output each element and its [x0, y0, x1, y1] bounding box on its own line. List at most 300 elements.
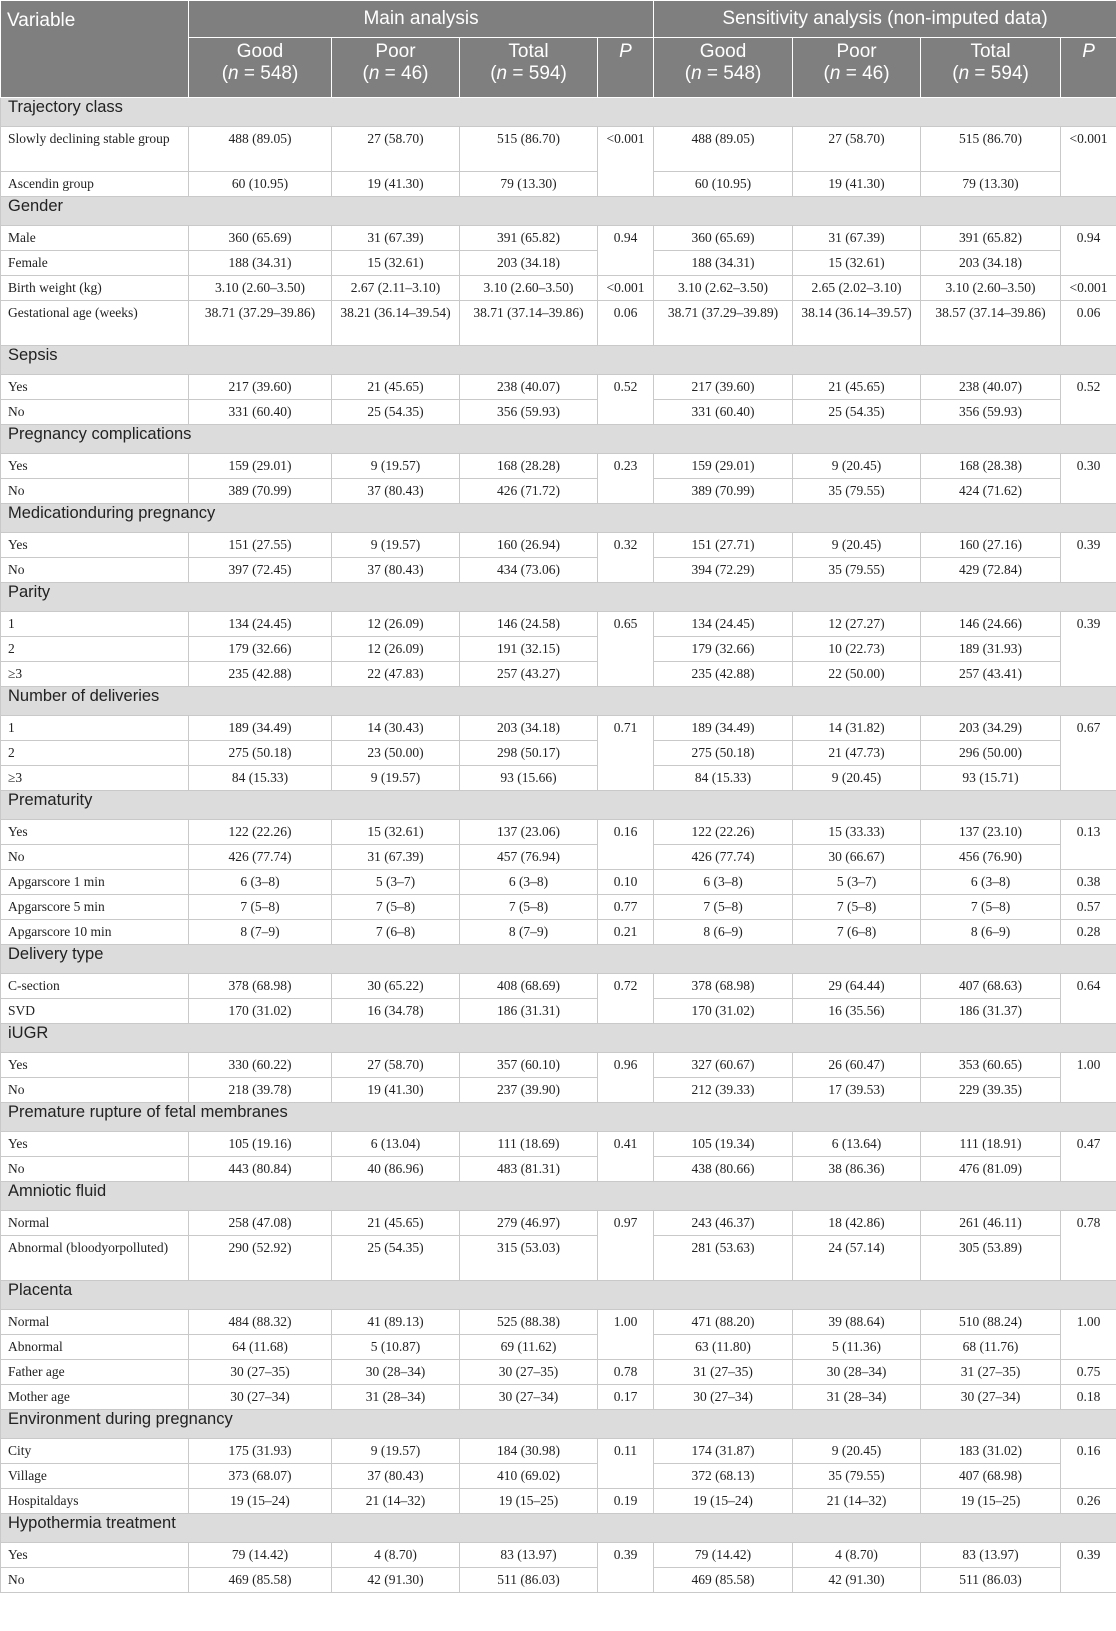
sens-value-cell: 31 (27–35) — [921, 1360, 1061, 1385]
sens-p-value: 0.06 — [1061, 301, 1116, 346]
sens-value-cell: 19 (41.30) — [793, 172, 921, 197]
main-value-cell: 19 (41.30) — [332, 1078, 460, 1103]
sens-value-cell: 6 (3–8) — [921, 870, 1061, 895]
main-value-cell: 21 (14–32) — [332, 1489, 460, 1514]
main-value-cell: 237 (39.90) — [460, 1078, 598, 1103]
main-value-cell: 279 (46.97) — [460, 1211, 598, 1236]
table-row — [1, 637, 1116, 662]
sens-value-cell: 331 (60.40) — [654, 400, 793, 425]
main-value-cell: 137 (23.06) — [460, 820, 598, 845]
sens-value-cell: 5 (3–7) — [793, 870, 921, 895]
sens-value-cell: 6 (3–8) — [654, 870, 793, 895]
section-title: Number of deliveries — [1, 687, 1116, 716]
main-value-cell: 3.10 (2.60–3.50) — [189, 276, 332, 301]
main-value-cell: 179 (32.66) — [189, 637, 332, 662]
main-value-cell: 188 (34.31) — [189, 251, 332, 276]
main-value-cell: 7 (6–8) — [332, 920, 460, 945]
sens-value-cell: 9 (20.45) — [793, 533, 921, 558]
row-label: Yes — [1, 454, 189, 479]
main-value-cell: 357 (60.10) — [460, 1053, 598, 1078]
sens-value-cell: 238 (40.07) — [921, 375, 1061, 400]
sens-value-cell: 438 (80.66) — [654, 1157, 793, 1182]
sens-value-cell: 372 (68.13) — [654, 1464, 793, 1489]
sens-value-cell: 60 (10.95) — [654, 172, 793, 197]
sens-value-cell: 14 (31.82) — [793, 716, 921, 741]
sens-p-value: 0.13 — [1061, 820, 1116, 870]
row-label: ≥3 — [1, 766, 189, 791]
sens-p-value: 0.64 — [1061, 974, 1116, 1024]
sens-value-cell: 183 (31.02) — [921, 1439, 1061, 1464]
sens-value-cell: 407 (68.63) — [921, 974, 1061, 999]
main-value-cell: 16 (34.78) — [332, 999, 460, 1024]
sens-value-cell: 188 (34.31) — [654, 251, 793, 276]
main-value-cell: 235 (42.88) — [189, 662, 332, 687]
sens-p-value: 1.00 — [1061, 1053, 1116, 1103]
group-n: (n = 548) — [221, 63, 299, 84]
sens-value-cell: 42 (91.30) — [793, 1568, 921, 1593]
row-label: City — [1, 1439, 189, 1464]
main-value-cell: 111 (18.69) — [460, 1132, 598, 1157]
main-value-cell: 159 (29.01) — [189, 454, 332, 479]
sens-value-cell: 305 (53.89) — [921, 1236, 1061, 1281]
sens-value-cell: 21 (14–32) — [793, 1489, 921, 1514]
sens-value-cell: 469 (85.58) — [654, 1568, 793, 1593]
row-label: 1 — [1, 612, 189, 637]
main-value-cell: 175 (31.93) — [189, 1439, 332, 1464]
row-label: No — [1, 400, 189, 425]
main-p-value: 0.41 — [598, 1132, 654, 1182]
main-value-cell: 469 (85.58) — [189, 1568, 332, 1593]
main-value-cell: 15 (32.61) — [332, 251, 460, 276]
main-value-cell: 30 (27–34) — [460, 1385, 598, 1410]
table-row — [1, 226, 1116, 251]
row-label: Birth weight (kg) — [1, 276, 189, 301]
sens-value-cell: 8 (6–9) — [654, 920, 793, 945]
group-name: Total — [508, 41, 549, 62]
row-label: Slowly declining stable group — [1, 127, 189, 172]
main-value-cell: 9 (19.57) — [332, 1439, 460, 1464]
row-label: 1 — [1, 716, 189, 741]
table-row — [1, 251, 1116, 276]
sens-value-cell: 9 (20.45) — [793, 766, 921, 791]
main-value-cell: 21 (45.65) — [332, 375, 460, 400]
section-row — [1, 197, 1116, 226]
sens-value-cell: 281 (53.63) — [654, 1236, 793, 1281]
main-value-cell: 330 (60.22) — [189, 1053, 332, 1078]
main-value-cell: 373 (68.07) — [189, 1464, 332, 1489]
main-value-cell: 488 (89.05) — [189, 127, 332, 172]
row-label: Gestational age (weeks) — [1, 301, 189, 346]
main-value-cell: 19 (15–25) — [460, 1489, 598, 1514]
table-row — [1, 1236, 1116, 1281]
main-value-cell: 217 (39.60) — [189, 375, 332, 400]
sens-value-cell: 7 (5–8) — [921, 895, 1061, 920]
table-body — [1, 98, 1116, 1593]
main-p-value: 0.39 — [598, 1543, 654, 1593]
row-label: ≥3 — [1, 662, 189, 687]
sens-value-cell: 39 (88.64) — [793, 1310, 921, 1335]
sens-value-cell: 10 (22.73) — [793, 637, 921, 662]
sens-value-cell: 9 (20.45) — [793, 1439, 921, 1464]
sens-value-cell: 189 (31.93) — [921, 637, 1061, 662]
main-value-cell: 23 (50.00) — [332, 741, 460, 766]
sens-p-value: 1.00 — [1061, 1310, 1116, 1360]
table-row — [1, 741, 1116, 766]
sens-value-cell: 6 (13.64) — [793, 1132, 921, 1157]
sens-value-cell: 203 (34.18) — [921, 251, 1061, 276]
table-row — [1, 766, 1116, 791]
main-value-cell: 30 (27–35) — [189, 1360, 332, 1385]
main-p-value: 0.78 — [598, 1360, 654, 1385]
table-header — [1, 1, 1116, 98]
group-name: Total — [970, 41, 1011, 62]
main-value-cell: 6 (3–8) — [460, 870, 598, 895]
main-p-value: 0.77 — [598, 895, 654, 920]
sens-value-cell: 235 (42.88) — [654, 662, 793, 687]
main-value-cell: 37 (80.43) — [332, 1464, 460, 1489]
row-label: Apgarscore 1 min — [1, 870, 189, 895]
table-row — [1, 895, 1116, 920]
sens-value-cell: 21 (45.65) — [793, 375, 921, 400]
sens-value-cell: 510 (88.24) — [921, 1310, 1061, 1335]
sens-p-value: 0.39 — [1061, 612, 1116, 687]
sens-value-cell: 63 (11.80) — [654, 1335, 793, 1360]
main-value-cell: 12 (26.09) — [332, 612, 460, 637]
sens-value-cell: 68 (11.76) — [921, 1335, 1061, 1360]
main-p-value: 0.72 — [598, 974, 654, 1024]
sens-value-cell: 476 (81.09) — [921, 1157, 1061, 1182]
main-value-cell: 83 (13.97) — [460, 1543, 598, 1568]
sens-value-cell: 174 (31.87) — [654, 1439, 793, 1464]
row-label: Normal — [1, 1310, 189, 1335]
section-title: Prematurity — [1, 791, 1116, 820]
main-group-header-good — [189, 38, 332, 98]
group-n: (n = 594) — [952, 63, 1029, 84]
main-value-cell: 6 (13.04) — [332, 1132, 460, 1157]
table-row — [1, 974, 1116, 999]
sens-value-cell: 353 (60.65) — [921, 1053, 1061, 1078]
sens-value-cell: 407 (68.98) — [921, 1464, 1061, 1489]
sens-p-value: 0.57 — [1061, 895, 1116, 920]
sens-value-cell: 15 (32.61) — [793, 251, 921, 276]
section-title: Parity — [1, 583, 1116, 612]
sens-value-cell: 296 (50.00) — [921, 741, 1061, 766]
section-title: Trajectory class — [1, 98, 1116, 127]
main-p-value: 0.32 — [598, 533, 654, 583]
sens-value-cell: 83 (13.97) — [921, 1543, 1061, 1568]
sens-value-cell: 151 (27.71) — [654, 533, 793, 558]
sens-value-cell: 19 (15–25) — [921, 1489, 1061, 1514]
main-value-cell: 426 (77.74) — [189, 845, 332, 870]
section-row — [1, 1410, 1116, 1439]
sens-value-cell: 21 (47.73) — [793, 741, 921, 766]
main-value-cell: 9 (19.57) — [332, 766, 460, 791]
sens-value-cell: 5 (11.36) — [793, 1335, 921, 1360]
table-row — [1, 533, 1116, 558]
sens-value-cell: 16 (35.56) — [793, 999, 921, 1024]
main-group-header-total — [460, 38, 598, 98]
row-label: Yes — [1, 1132, 189, 1157]
main-p-value: 1.00 — [598, 1310, 654, 1360]
table-row — [1, 999, 1116, 1024]
sens-value-cell: 360 (65.69) — [654, 226, 793, 251]
main-value-cell: 9 (19.57) — [332, 454, 460, 479]
section-row — [1, 1514, 1116, 1543]
main-value-cell: 22 (47.83) — [332, 662, 460, 687]
section-title: Delivery type — [1, 945, 1116, 974]
table-row — [1, 375, 1116, 400]
main-value-cell: 360 (65.69) — [189, 226, 332, 251]
row-label: Village — [1, 1464, 189, 1489]
sens-value-cell: 170 (31.02) — [654, 999, 793, 1024]
main-value-cell: 238 (40.07) — [460, 375, 598, 400]
main-value-cell: 105 (19.16) — [189, 1132, 332, 1157]
row-label: No — [1, 845, 189, 870]
main-value-cell: 31 (67.39) — [332, 226, 460, 251]
sens-p-value: 0.78 — [1061, 1211, 1116, 1281]
main-value-cell: 203 (34.18) — [460, 716, 598, 741]
sens-value-cell: 456 (76.90) — [921, 845, 1061, 870]
row-label: No — [1, 1568, 189, 1593]
sens-p-value: 0.38 — [1061, 870, 1116, 895]
main-p-value: 0.94 — [598, 226, 654, 276]
main-value-cell: 21 (45.65) — [332, 1211, 460, 1236]
main-p-value: 0.17 — [598, 1385, 654, 1410]
main-value-cell: 8 (7–9) — [460, 920, 598, 945]
sens-value-cell: 327 (60.67) — [654, 1053, 793, 1078]
row-label: 2 — [1, 741, 189, 766]
sens-value-cell: 189 (34.49) — [654, 716, 793, 741]
table-row — [1, 870, 1116, 895]
table-row — [1, 716, 1116, 741]
section-row — [1, 1024, 1116, 1053]
group-n: (n = 548) — [684, 63, 762, 84]
sens-group-header-good — [654, 38, 793, 98]
main-value-cell: 186 (31.31) — [460, 999, 598, 1024]
section-row — [1, 791, 1116, 820]
main-value-cell: 457 (76.94) — [460, 845, 598, 870]
sens-p-value: 0.39 — [1061, 533, 1116, 583]
main-p-value: <0.001 — [598, 276, 654, 301]
main-value-cell: 7 (5–8) — [332, 895, 460, 920]
section-title: iUGR — [1, 1024, 1116, 1053]
table-row — [1, 127, 1116, 172]
row-label: No — [1, 1078, 189, 1103]
sens-value-cell: 38 (86.36) — [793, 1157, 921, 1182]
sens-value-cell: 12 (27.27) — [793, 612, 921, 637]
sens-value-cell: 243 (46.37) — [654, 1211, 793, 1236]
table-row — [1, 454, 1116, 479]
section-title: Sepsis — [1, 346, 1116, 375]
row-label: Hospitaldays — [1, 1489, 189, 1514]
section-title: Medicationduring pregnancy — [1, 504, 1116, 533]
sens-p-value: <0.001 — [1061, 276, 1116, 301]
table-row — [1, 1053, 1116, 1078]
main-value-cell: 434 (73.06) — [460, 558, 598, 583]
group-name: Good — [236, 41, 284, 62]
main-value-cell: 184 (30.98) — [460, 1439, 598, 1464]
main-p-value: 0.97 — [598, 1211, 654, 1281]
row-label: Mother age — [1, 1385, 189, 1410]
main-value-cell: 146 (24.58) — [460, 612, 598, 637]
main-value-cell: 331 (60.40) — [189, 400, 332, 425]
sens-value-cell: 515 (86.70) — [921, 127, 1061, 172]
sens-value-cell: 186 (31.37) — [921, 999, 1061, 1024]
main-value-cell: 19 (15–24) — [189, 1489, 332, 1514]
main-p-value: <0.001 — [598, 127, 654, 197]
group-n: (n = 594) — [490, 63, 567, 84]
main-value-cell: 7 (5–8) — [460, 895, 598, 920]
sens-value-cell: 27 (58.70) — [793, 127, 921, 172]
main-value-cell: 30 (28–34) — [332, 1360, 460, 1385]
sens-value-cell: 134 (24.45) — [654, 612, 793, 637]
main-value-cell: 40 (86.96) — [332, 1157, 460, 1182]
section-title: Placenta — [1, 1281, 1116, 1310]
sens-value-cell: 3.10 (2.62–3.50) — [654, 276, 793, 301]
sens-value-cell: 35 (79.55) — [793, 558, 921, 583]
main-p-value: 0.71 — [598, 716, 654, 791]
table-row — [1, 1157, 1116, 1182]
sens-value-cell: 29 (64.44) — [793, 974, 921, 999]
row-label: Apgarscore 5 min — [1, 895, 189, 920]
sens-value-cell: 79 (14.42) — [654, 1543, 793, 1568]
main-value-cell: 378 (68.98) — [189, 974, 332, 999]
group-n: (n = 46) — [823, 63, 890, 84]
sens-value-cell: 18 (42.86) — [793, 1211, 921, 1236]
table-row — [1, 1132, 1116, 1157]
table-row — [1, 276, 1116, 301]
row-label: Normal — [1, 1211, 189, 1236]
sens-value-cell: 84 (15.33) — [654, 766, 793, 791]
main-value-cell: 93 (15.66) — [460, 766, 598, 791]
main-p-value: 0.19 — [598, 1489, 654, 1514]
table-row — [1, 1335, 1116, 1360]
main-value-cell: 30 (27–34) — [189, 1385, 332, 1410]
section-row — [1, 346, 1116, 375]
sens-value-cell: 38.57 (37.14–39.86) — [921, 301, 1061, 346]
group-name: Poor — [836, 41, 877, 62]
sens-value-cell: 261 (46.11) — [921, 1211, 1061, 1236]
row-label: No — [1, 479, 189, 504]
main-value-cell: 5 (3–7) — [332, 870, 460, 895]
sens-value-cell: 3.10 (2.60–3.50) — [921, 276, 1061, 301]
row-label: C-section — [1, 974, 189, 999]
sens-value-cell: 217 (39.60) — [654, 375, 793, 400]
sens-p-header: P — [1061, 38, 1116, 98]
main-value-cell: 203 (34.18) — [460, 251, 598, 276]
section-row — [1, 1281, 1116, 1310]
main-value-cell: 79 (14.42) — [189, 1543, 332, 1568]
main-value-cell: 389 (70.99) — [189, 479, 332, 504]
main-value-cell: 31 (28–34) — [332, 1385, 460, 1410]
main-value-cell: 315 (53.03) — [460, 1236, 598, 1281]
main-value-cell: 12 (26.09) — [332, 637, 460, 662]
table-row — [1, 1385, 1116, 1410]
sens-value-cell: 429 (72.84) — [921, 558, 1061, 583]
sens-p-value: 0.47 — [1061, 1132, 1116, 1182]
sens-p-value: 0.26 — [1061, 1489, 1116, 1514]
main-value-cell: 134 (24.45) — [189, 612, 332, 637]
main-value-cell: 37 (80.43) — [332, 479, 460, 504]
sens-value-cell: 30 (27–34) — [654, 1385, 793, 1410]
table-row — [1, 845, 1116, 870]
row-label: No — [1, 558, 189, 583]
section-row — [1, 1103, 1116, 1132]
table-row — [1, 1439, 1116, 1464]
sens-value-cell: 93 (15.71) — [921, 766, 1061, 791]
main-value-cell: 275 (50.18) — [189, 741, 332, 766]
main-value-cell: 60 (10.95) — [189, 172, 332, 197]
main-value-cell: 391 (65.82) — [460, 226, 598, 251]
main-value-cell: 290 (52.92) — [189, 1236, 332, 1281]
sens-value-cell: 471 (88.20) — [654, 1310, 793, 1335]
table-row — [1, 1464, 1116, 1489]
group-n: (n = 46) — [362, 63, 429, 84]
section-row — [1, 687, 1116, 716]
sens-p-value: 0.28 — [1061, 920, 1116, 945]
main-group-header-poor — [332, 38, 460, 98]
sens-value-cell: 257 (43.41) — [921, 662, 1061, 687]
sens-p-value: 0.39 — [1061, 1543, 1116, 1593]
section-title: Premature rupture of fetal membranes — [1, 1103, 1116, 1132]
row-label: Ascendin group — [1, 172, 189, 197]
sens-value-cell: 2.65 (2.02–3.10) — [793, 276, 921, 301]
main-value-cell: 37 (80.43) — [332, 558, 460, 583]
section-title: Environment during pregnancy — [1, 1410, 1116, 1439]
main-value-cell: 3.10 (2.60–3.50) — [460, 276, 598, 301]
sens-value-cell: 122 (22.26) — [654, 820, 793, 845]
main-value-cell: 525 (88.38) — [460, 1310, 598, 1335]
section-title: Pregnancy complications — [1, 425, 1116, 454]
section-row — [1, 1182, 1116, 1211]
sens-value-cell: 24 (57.14) — [793, 1236, 921, 1281]
table-row — [1, 479, 1116, 504]
main-p-value: 0.06 — [598, 301, 654, 346]
variable-header: Variable — [1, 1, 189, 98]
main-value-cell: 408 (68.69) — [460, 974, 598, 999]
row-label: Yes — [1, 820, 189, 845]
sens-p-value: <0.001 — [1061, 127, 1116, 197]
sens-p-value: 0.94 — [1061, 226, 1116, 276]
main-p-value: 0.65 — [598, 612, 654, 687]
main-value-cell: 257 (43.27) — [460, 662, 598, 687]
main-value-cell: 6 (3–8) — [189, 870, 332, 895]
table-row — [1, 1211, 1116, 1236]
row-label: Father age — [1, 1360, 189, 1385]
main-value-cell: 191 (32.15) — [460, 637, 598, 662]
main-value-cell: 84 (15.33) — [189, 766, 332, 791]
row-label: Yes — [1, 1543, 189, 1568]
group-name: Good — [699, 41, 747, 62]
table-row — [1, 172, 1116, 197]
main-value-cell: 484 (88.32) — [189, 1310, 332, 1335]
sens-value-cell: 105 (19.34) — [654, 1132, 793, 1157]
sens-p-value: 0.75 — [1061, 1360, 1116, 1385]
table-row — [1, 1310, 1116, 1335]
sens-value-cell: 159 (29.01) — [654, 454, 793, 479]
sens-value-cell: 31 (28–34) — [793, 1385, 921, 1410]
sens-value-cell: 212 (39.33) — [654, 1078, 793, 1103]
main-value-cell: 19 (41.30) — [332, 172, 460, 197]
sens-value-cell: 7 (5–8) — [793, 895, 921, 920]
sens-value-cell: 38.71 (37.29–39.89) — [654, 301, 793, 346]
main-p-value: 0.96 — [598, 1053, 654, 1103]
section-title: Gender — [1, 197, 1116, 226]
sens-value-cell: 160 (27.16) — [921, 533, 1061, 558]
main-value-cell: 14 (30.43) — [332, 716, 460, 741]
table-row — [1, 612, 1116, 637]
main-p-value: 0.52 — [598, 375, 654, 425]
